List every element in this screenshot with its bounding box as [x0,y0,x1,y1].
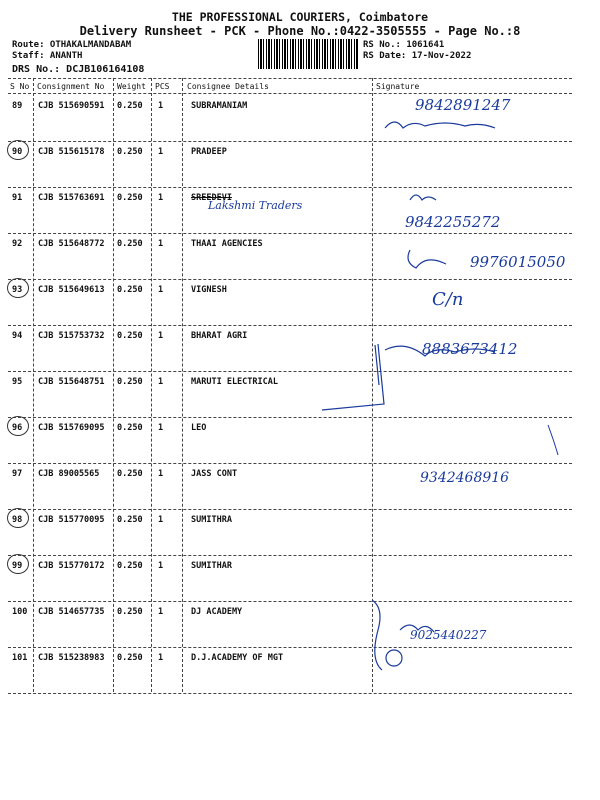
handwritten-note: 9976015050 [470,253,566,271]
pieces: 1 [158,653,164,663]
consignee-name: SUMITHRA [191,515,232,525]
col-header-sno: S No [10,82,30,91]
consignee-name: VIGNESH [191,285,227,295]
consignee-name: DJ ACADEMY [191,607,243,617]
pieces: 1 [158,469,164,479]
consignee-name: BHARAT AGRI [191,331,248,341]
col-header-consignee: Consignee Details [187,82,269,91]
signature-scribble [322,344,384,410]
consignment-number: CJB 515649613 [38,285,105,295]
weight: 0.250 [117,607,143,617]
pieces: 1 [158,285,164,295]
signature-scribble [385,122,495,128]
signature-scribble [386,650,402,666]
handwritten-note: 9025440227 [410,628,487,642]
pieces: 1 [158,101,164,111]
weight: 0.250 [117,423,143,433]
runsheet-title: THE PROFESSIONAL COURIERS, Coimbatore [171,10,429,24]
serial-number: 100 [12,607,28,617]
serial-number: 94 [12,331,23,341]
staff-label: Staff: ANANTH [12,51,83,61]
handwritten-note: C/n [432,289,464,310]
weight: 0.250 [117,101,143,111]
weight: 0.250 [117,561,143,571]
col-header-consignment: Consignment No [37,82,105,91]
consignment-number: CJB 515238983 [38,653,105,663]
consignee-name: LEO [191,423,207,433]
serial-number: 98 [12,515,23,525]
serial-number: 90 [12,147,23,157]
consignee-name: SUBRAMANIAM [191,101,248,111]
consignee-name: JASS CONT [191,469,238,479]
serial-number: 99 [12,561,23,571]
runsheet-subtitle: Delivery Runsheet - PCK - Phone No.:0422-3505555 - Page No.:8 [79,24,521,38]
pieces: 1 [158,561,164,571]
weight: 0.250 [117,469,143,479]
consignment-number: CJB 515615178 [38,147,105,157]
weight: 0.250 [117,193,143,203]
consignee-name: D.J.ACADEMY OF MGT [191,653,284,663]
consignee-name: MARUTI ELECTRICAL [191,377,278,387]
weight: 0.250 [117,653,143,663]
drs-label: DRS No.: DCJB106164108 [12,64,145,75]
consignee-name: SREEDEVI [191,193,232,203]
serial-number: 96 [12,423,23,433]
consignment-number: CJB 514657735 [38,607,105,617]
signature-scribble [410,195,436,200]
col-header-pcs: PCS [155,82,170,91]
pieces: 1 [158,239,164,249]
serial-number: 97 [12,469,23,479]
route-label: Route: OTHAKALMANDABAM [12,40,132,50]
consignment-number: CJB 515648772 [38,239,105,249]
handwritten-note: 9842255272 [405,213,501,231]
col-header-signature: Signature [376,82,420,91]
pieces: 1 [158,607,164,617]
consignee-name: PRADEEP [191,147,227,157]
serial-number: 101 [12,653,28,663]
pieces: 1 [158,423,164,433]
pieces: 1 [158,331,164,341]
pieces: 1 [158,193,164,203]
serial-number: 89 [12,101,23,111]
serial-number: 93 [12,285,23,295]
signature-scribble [548,425,558,455]
pieces: 1 [158,377,164,387]
weight: 0.250 [117,515,143,525]
consignee-name: THAAI AGENCIES [191,239,263,249]
weight: 0.250 [117,239,143,249]
serial-number: 95 [12,377,23,387]
weight: 0.250 [117,331,143,341]
pieces: 1 [158,147,164,157]
col-header-weight: Weight [117,82,146,91]
handwritten-note: 8883673412 [422,340,518,358]
signature-scribble [375,345,495,385]
weight: 0.250 [117,147,143,157]
serial-number: 91 [12,193,23,203]
consignment-number: CJB 89005565 [38,469,100,479]
signature-scribble [372,600,434,670]
signature-scribble [408,250,446,268]
consignment-number: CJB 515763691 [38,193,105,203]
consignment-number: CJB 515770095 [38,515,105,525]
weight: 0.250 [117,377,143,387]
handwritten-note: Lakshmi Traders [208,199,303,212]
rs-date: RS Date: 17-Nov-2022 [363,51,472,61]
rs-number: RS No.: 1061641 [363,40,445,50]
pieces: 1 [158,515,164,525]
consignee-name: SUMITHAR [191,561,232,571]
handwritten-note: 9842891247 [415,96,511,114]
consignment-number: CJB 515753732 [38,331,105,341]
consignment-number: CJB 515770172 [38,561,105,571]
consignment-number: CJB 515769095 [38,423,105,433]
weight: 0.250 [117,285,143,295]
handwritten-note: 9342468916 [420,470,510,486]
consignment-number: CJB 515690591 [38,101,105,111]
serial-number: 92 [12,239,23,249]
consignment-number: CJB 515648751 [38,377,105,387]
